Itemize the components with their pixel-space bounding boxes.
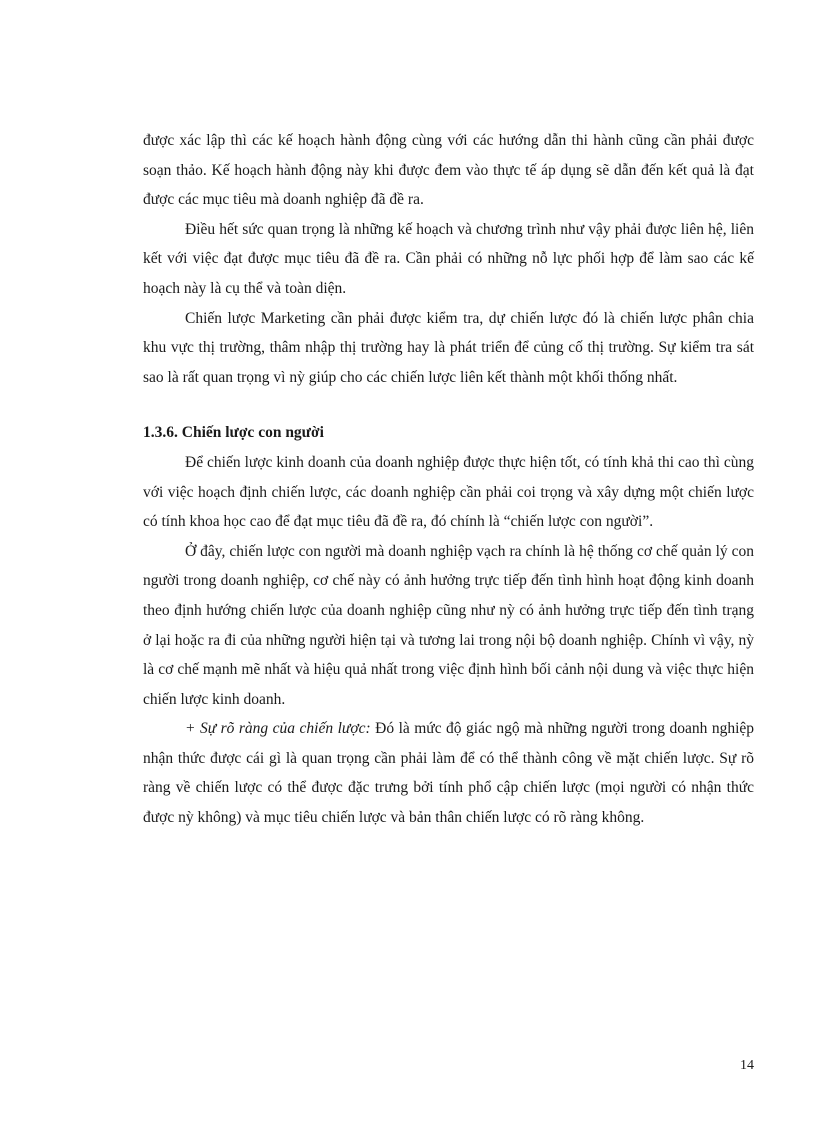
paragraph-2: Điều hết sức quan trọng là những kế hoạch và chương trình như vậy phải được liên hệ, liên kết với việc đạt được mục tiêu đã đề ra. Cần phải có những nỗ lực phối hợp để làm sao các kế hoạch này là cụ thể và toàn diện.: [143, 220, 754, 297]
paragraph-4: Để chiến lược kinh doanh của doanh nghiệp được thực hiện tốt, có tính khả thi cao thì cùng với việc hoạch định chiến lược, các doanh nghiệp cần phải coi trọng và xây dựng một chiến lược có tính khoa học cao để đạt mục tiêu đã đề ra, đó chính là “chiến lược con người”.: [143, 453, 754, 531]
paragraph-6-text: Đó là mức độ giác ngộ mà những người trong doanh nghiệp nhận thức được cái gì là quan trọng cần phải làm để có thể thành công về mặt chiến lược. Sự rõ ràng về chiến lược có thể được đặc trưng bởi tính phổ cập chiến lược (mọi người có nhận thức được nỳ không) và mục tiêu chiến lược và bản thân chiến lược có rõ ràng không.: [143, 720, 755, 827]
page-number: 14: [740, 1058, 754, 1073]
emphasis-lead: + Sự rõ ràng của chiến lược:: [185, 720, 371, 738]
paragraph-6: [143, 714, 754, 832]
paragraph-5: Ở đây, chiến lược con người mà doanh nghiệp vạch ra chính là hệ thống cơ chế quản lý con người trong doanh nghiệp, cơ chế này có ảnh hưởng trực tiếp đến tình hình hoạt động kinh doanh theo định hướng chiến lược của doanh nghiệp cũng như nỳ có ảnh hưởng trực tiếp đến tình trạng ở lại hoặc ra đi của những người hiện tại và tương lai trong nội bộ doanh nghiệp. Chính vì vậy, nỳ là cơ chế mạnh mẽ nhất và hiệu quả nhất trong việc định hình bối cảnh nội dung và việc thực hiện chiến lược kinh doanh.: [143, 542, 754, 708]
paragraph-3: Chiến lược Marketing cần phải được kiểm tra, dự chiến lược đó là chiến lược phân chia khu vực thị trường, thâm nhập thị trường hay là phát triển để củng cố thị trường. Sự kiểm tra sát sao là rất quan trọng vì nỳ giúp cho các chiến lược liên kết thành một khối thống nhất.: [143, 309, 754, 386]
paragraph-1: được xác lập thì các kế hoạch hành động cùng với các hướng dẫn thi hành cũng cần phải được soạn thảo. Kế hoạch hành động này khi được đem vào thực tế áp dụng sẽ dẫn đến kết quả là đạt được các mục tiêu mà doanh nghiệp đã đề ra.: [143, 132, 754, 209]
page-body: [143, 126, 754, 833]
section-heading: 1.3.6. Chiến lược con người: [143, 424, 324, 442]
